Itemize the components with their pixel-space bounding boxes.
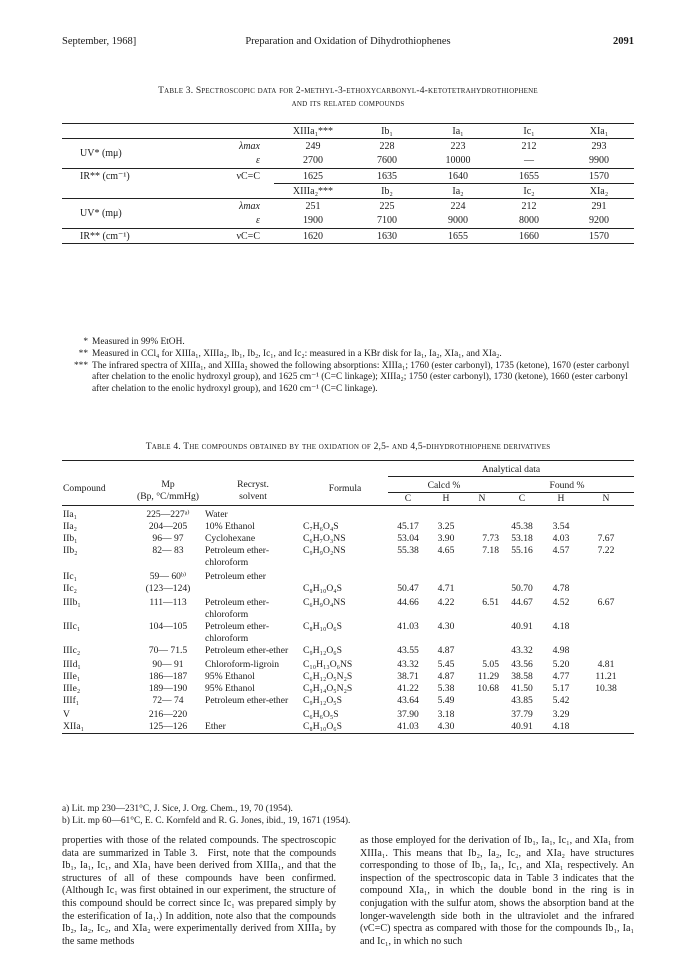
table4-cell-fN: 10.38 [595, 682, 617, 694]
table4-cell-cN [464, 521, 500, 533]
table4-row [62, 533, 634, 545]
table3-cell: 293 [591, 140, 607, 152]
table4-cell-fH: 4.77 [552, 670, 570, 682]
table3-cell: 9900 [589, 155, 609, 167]
running-head [62, 36, 634, 50]
table4-footnote: a) Lit. mp 230—231°C, J. Sice, J. Org. Chem., 19, 70 (1954). [62, 804, 293, 814]
table3-cell: 1635 [377, 170, 397, 182]
table3-ir-label: IR** (cm⁻¹) [80, 170, 130, 182]
table4-row [62, 683, 634, 695]
table4-cell-compound: V [63, 708, 70, 720]
table3-epsilon-label: ε [256, 155, 260, 167]
table3-caption-line1: Table 3. Spectroscopic data for 2-methyl-3-ethoxycarbonyl-4-ketotetrahydrothiophene [158, 86, 538, 96]
table3-ir-label: IR** (cm⁻¹) [80, 230, 130, 242]
table4-cell-cC: 38.71 [397, 670, 419, 682]
table3-lambda-label: λmax [239, 200, 260, 212]
table4-cell-fH [544, 509, 578, 521]
table4-cell-cN [464, 707, 500, 721]
table4-cell-formula: C₉H₁₄O₅N₂S [303, 682, 353, 694]
table4-cell-mp: 70— 71.5 [148, 644, 188, 656]
table4-cell-solvent [204, 583, 302, 595]
table4-cell-cH [428, 509, 464, 521]
table4-cell-cN [464, 583, 500, 595]
table3 [62, 123, 634, 244]
table4-cell-fC: 40.91 [511, 720, 533, 732]
table3-footnote [62, 337, 634, 349]
table4-cell-solvent: 95% Ethanol [205, 670, 255, 682]
table4-cell-cH: 3.25 [437, 520, 455, 532]
table4-cell-fN [578, 521, 634, 533]
table4-cell-mp: 225—227ᵃ⁾ [146, 508, 190, 520]
footnote-text: Measured in CCl₄ for XIIIa₁, XIIIa₂, Ib₁, Ib₂, Ic₁, and Ic₂: measured in a KBr disk for Ia₁, Ia₂, XIa₁, and XIa₂. [92, 348, 502, 359]
table4-row [62, 645, 634, 657]
table4-cell-fN [578, 509, 634, 521]
table4-cell-fH: 5.17 [552, 682, 570, 694]
table4-cell-mp: 111—113 [149, 596, 187, 608]
table4-cell-fN [578, 583, 634, 595]
table4-cell-solvent: Cyclohexane [205, 532, 256, 544]
table4-cell-compound: IIa₂ [63, 520, 77, 532]
table4-cell-cH: 4.71 [437, 582, 455, 594]
table4-cell-formula: C₉H₁₂O₆S [303, 644, 342, 656]
table4-cell-solvent [204, 707, 302, 721]
table4-cell-cH: 4.30 [437, 720, 455, 732]
table3-cell: 228 [379, 140, 395, 152]
table4-footnote: b) Lit. mp 60—61°C, E. C. Kornfeld and R. G. Jones, ibid., 19, 1671 (1954). [62, 816, 351, 826]
table4-cell-fN: 11.21 [595, 670, 617, 682]
table4-cell-formula [302, 509, 388, 521]
header-date: September, 1968] [62, 36, 137, 47]
footnote-text: The infrared spectra of XIIIa₁, and XIIIa₂ showed the following absorptions: XIIIa₁; 1760 (ester carbonyl), 1735 (ketone), 1670 (ester carbonyl after chelation to the enolic hydroxyl group), and 1625 cm⁻¹ (C=C linkage); XIIIa₂; 1750 (ester carbonyl), 1730 (ketone), 1660 (ester carbonyl after chelation to the enolic hydroxyl group), and 1620 cm⁻¹ (C=C linkage). [92, 360, 630, 395]
table3-col-header: XIa₁ [564, 124, 634, 139]
table4-cell-solvent: Water [205, 508, 228, 520]
table4-cell-cH: 5.38 [437, 682, 455, 694]
table3-cell: 1630 [377, 230, 397, 242]
table4-cell-mp: 59— 60ᵇ⁾ [149, 570, 187, 582]
table4-solvent-header [204, 477, 302, 506]
table4-cell-formula: C₈H₁₀O₆S [303, 720, 342, 732]
table4-cell-fC: 43.85 [511, 694, 533, 706]
table3-col-header: Ib₂ [352, 184, 422, 199]
table4-formula-header: Formula [328, 482, 362, 494]
table4-cell-compound: IIIf₁ [63, 694, 80, 706]
table4-row [62, 545, 634, 569]
table3-header-row-2 [62, 184, 634, 199]
table4-cell-cN: 7.73 [482, 532, 499, 544]
table4-cell-compound: IIIe₂ [63, 682, 81, 694]
table4-row [62, 671, 634, 683]
table3-row-lambda [62, 139, 634, 154]
table4-footnotes [62, 803, 634, 827]
table3-caption-line2: and its related compounds [291, 99, 405, 109]
table4-cell-cH: 5.49 [437, 694, 455, 706]
table4-cell-solvent: Chloroform-ligroin [205, 658, 280, 670]
table4-cell-fH [544, 569, 578, 583]
table4-cell-solvent: Petroleum ether-chloroform [205, 620, 270, 644]
table3-uv-label: UV* (mμ) [80, 148, 122, 159]
table4-cell-cH: 3.90 [437, 532, 455, 544]
table4-cell-cC: 37.90 [397, 708, 419, 720]
table4-cell-solvent: 10% Ethanol [205, 520, 255, 532]
table4-found-header: Found % [549, 480, 585, 491]
table3-col-header: Ic₂ [494, 184, 564, 199]
table4-cell-mp: 204—205 [148, 520, 188, 532]
table4-analytical-header: Analytical data [388, 461, 634, 477]
table4-cell-formula [302, 569, 388, 583]
table3-caption [62, 85, 634, 111]
table4-calcd-header: Calcd % [427, 480, 461, 491]
table4-recryst-label: Recryst. [237, 478, 269, 490]
table4-cell-mp: 96— 97 [152, 532, 184, 544]
table4-cell-cN: 7.18 [482, 544, 499, 556]
table3-col-header: XIIIa₁*** [274, 124, 352, 139]
table3-cell: 9000 [448, 215, 468, 227]
table4-cell-fC: 44.67 [511, 596, 533, 608]
table4-cell-formula: C₆H₇O₃NS [303, 532, 346, 544]
table4-cell-cH: 4.30 [437, 620, 455, 632]
page-number: 2091 [613, 36, 634, 47]
table4-cell-cC: 41.03 [397, 720, 419, 732]
table4-cell-cH: 4.87 [437, 644, 455, 656]
table4-cell-cN [464, 509, 500, 521]
table4-cell-fC: 55.16 [511, 544, 533, 556]
table4-cell-cN [464, 645, 500, 657]
table4-cell-solvent: Ether [205, 720, 226, 732]
table4-cell-compound: IIIb₁ [63, 596, 81, 608]
table4-header-mid [62, 477, 634, 493]
table4-cell-fC: 53.18 [511, 532, 533, 544]
table4-cell-cH: 3.18 [437, 708, 455, 720]
table3-cell: 212 [521, 200, 537, 212]
table4-header-top [62, 461, 634, 477]
table4-cell-fH: 5.20 [552, 658, 570, 670]
table4-cell-solvent: Petroleum ether-ether [205, 694, 289, 706]
table4-cell-cH: 4.87 [437, 670, 455, 682]
table4-cell-solvent: Petroleum ether-chloroform [205, 544, 270, 568]
table4-row [62, 621, 634, 645]
table4-cell-compound: IIIc₁ [63, 620, 81, 632]
table4-cell-formula: C₈H₁₀O₆S [303, 620, 342, 632]
table4-caption: Table 4. The compounds obtained by the oxidation of 2,5- and 4,5-dihydrothiophene derivatives [145, 442, 551, 452]
table3-cell: 10000 [445, 155, 471, 167]
table3-col-header: Ic₁ [494, 124, 564, 139]
table4-cell-fH: 4.57 [552, 544, 570, 556]
table3-epsilon-label: ε [256, 215, 260, 227]
table4-cell-compound: IIIe₁ [63, 670, 81, 682]
table4-cell-cC: 43.55 [397, 644, 419, 656]
table3-cell: 251 [305, 200, 321, 212]
table4-cell-cN [464, 621, 500, 645]
table4-row [62, 721, 634, 734]
table4-cell-mp: 104—105 [148, 620, 188, 632]
table4-cell-mp: 82— 83 [152, 544, 184, 556]
table4-cell-fH: 4.52 [552, 596, 570, 608]
table4-cell-fC: 45.38 [511, 520, 533, 532]
table4-cell-mp: (123—124) [145, 582, 191, 594]
table4 [62, 460, 634, 734]
table4-cell-solvent: Petroleum ether-chloroform [205, 596, 270, 620]
table4-cell-cC: 55.38 [397, 544, 419, 556]
table4-cell-fC [500, 569, 544, 583]
table4-cell-fH: 4.18 [552, 720, 570, 732]
table4-row [62, 509, 634, 521]
table4-row [62, 521, 634, 533]
table4-cell-cN: 11.29 [477, 670, 499, 682]
table4-cell-fC: 40.91 [511, 620, 533, 632]
table3-col-header: Ia₂ [422, 184, 494, 199]
body-column-right: as those employed for the derivation of Ib₁, Ia₁, Ic₁, and XIa₁ from XIIIa₁. This means that Ib₂, Ia₂, Ic₂, and XIa₂ have structures corresponding to those of Ib₁, Ia₁, Ic₁, and XIa₁ respectively. An inspection of the spectroscopic data in Table 3 indicates that the compound XIa₁, in which the double bond in the ring is in conjugation with the sulfur atom, shows the absorption band at the longer-wavelength side both in the ultraviolet and the infrared (νC=C) spectra as compared with those for the compounds Ib₁, Ia₁ and Ic₁, in which no such [360, 835, 634, 947]
table3-row-ir [62, 229, 634, 244]
table4-cell-solvent: Petroleum ether [205, 570, 267, 582]
table4-cell-fH: 3.29 [552, 708, 570, 720]
table3-nu-label: νC=C [236, 170, 260, 182]
table4-cell-cH [428, 569, 464, 583]
table4-cell-fN [578, 707, 634, 721]
table4-compound-header: Compound [63, 482, 106, 494]
table4-col-N: N [578, 493, 634, 506]
table4-row [62, 695, 634, 707]
table4-cell-fN: 6.67 [597, 596, 615, 608]
table3-cell: 1900 [303, 215, 323, 227]
table4-row [62, 707, 634, 721]
table3-cell: 1620 [303, 230, 323, 242]
header-title: Preparation and Oxidation of Dihydrothiophenes [245, 36, 451, 47]
table3-row-ir [62, 169, 634, 184]
table3-cell: 223 [450, 140, 466, 152]
table4-cell-compound: IIc₂ [63, 582, 77, 594]
table4-cell-compound: IIId₁ [63, 658, 81, 670]
table4-cell-cC [388, 569, 428, 583]
table4-cell-fC: 38.58 [511, 670, 533, 682]
table4-cell-fC [500, 509, 544, 521]
table3-cell: 7100 [377, 215, 397, 227]
table4-cell-compound: XIIa₁ [63, 720, 84, 732]
table4-col-C: C [388, 493, 428, 506]
table3-cell: 1570 [589, 170, 609, 182]
table4-cell-cN [464, 695, 500, 707]
table4-cell-cH: 4.65 [437, 544, 455, 556]
table4-cell-cC: 41.03 [397, 620, 419, 632]
table3-cell: 225 [379, 200, 395, 212]
table4-cell-cN: 5.05 [482, 658, 499, 670]
table3-cell: 8000 [519, 215, 539, 227]
table4-row [62, 583, 634, 595]
table4-cell-compound: IIb₂ [63, 544, 78, 556]
table4-cell-solvent: 95% Ethanol [205, 682, 255, 694]
table4-cell-solvent: Petroleum ether-ether [205, 644, 289, 656]
table3-lambda-label: λmax [239, 140, 260, 152]
table4-cell-compound: IIc₁ [63, 570, 77, 582]
table4-cell-mp: 186—187 [148, 670, 188, 682]
table3-cell: 1655 [519, 170, 539, 182]
table4-cell-fH: 4.98 [552, 644, 570, 656]
table3-col-header: Ib₁ [352, 124, 422, 139]
table4-body [62, 509, 634, 734]
table4-cell-fH: 3.54 [552, 520, 570, 532]
footnote-mark: ** [78, 348, 88, 359]
table4-cell-formula: C₆H₉O₄NS [303, 596, 346, 608]
table4-cell-compound: IIb₁ [63, 532, 78, 544]
table4-cell-fN [578, 645, 634, 657]
table4-cell-fN: 7.67 [597, 532, 615, 544]
table3-cell: 1660 [519, 230, 539, 242]
table4-bp-label: (Bp, °C/mmHg) [137, 490, 199, 502]
table3-cell: 249 [305, 140, 321, 152]
table3-cell: 1655 [448, 230, 468, 242]
table4-cell-cN: 6.51 [482, 596, 499, 608]
table3-col-header: XIa₂ [564, 184, 634, 199]
table4-cell-compound: IIa₁ [63, 508, 77, 520]
table3-cell: — [524, 155, 534, 167]
table3-cell: 1625 [303, 170, 323, 182]
table4-cell-cN [464, 721, 500, 734]
table4-row [62, 569, 634, 583]
table4-cell-formula: C₈H₁₀O₄S [303, 582, 342, 594]
table3-col-header: XIIIa₂*** [274, 184, 352, 199]
table4-cell-cH: 4.22 [437, 596, 455, 608]
table4-cell-fH: 5.42 [552, 694, 570, 706]
table4-cell-mp: 125—126 [148, 720, 188, 732]
table4-cell-mp: 72— 74 [152, 694, 184, 706]
table4-cell-fC: 43.32 [511, 644, 533, 656]
table3-nu-label: νC=C [236, 230, 260, 242]
table4-cell-fC: 37.79 [511, 708, 533, 720]
table4-cell-cN [464, 569, 500, 583]
table4-cell-formula: C₁₀H₁₃O₆NS [303, 658, 353, 670]
table4-cell-cC: 41.22 [397, 682, 419, 694]
table4-col-H: H [544, 493, 578, 506]
table4-solvent-label: solvent [239, 490, 267, 502]
table3-uv-label: UV* (mμ) [80, 208, 122, 219]
table4-cell-fN: 4.81 [597, 658, 615, 670]
table3-footnote [62, 361, 634, 396]
table3-row-lambda [62, 199, 634, 214]
table4-cell-cC [388, 509, 428, 521]
table4-cell-fN [578, 721, 634, 734]
table4-cell-cC: 53.04 [397, 532, 419, 544]
table3-cell: 212 [521, 140, 537, 152]
table4-cell-cC: 50.47 [397, 582, 419, 594]
table3-cell: 224 [450, 200, 466, 212]
table4-cell-cC: 43.32 [397, 658, 419, 670]
table3-cell: 1640 [448, 170, 468, 182]
table4-cell-compound: IIIc₂ [63, 644, 81, 656]
table4-mp-header [132, 477, 204, 506]
table4-cell-formula: C₆H₆O₅S [303, 708, 339, 720]
table4-cell-mp: 216—220 [148, 708, 188, 720]
table4-mp-label: Mp [161, 478, 175, 490]
table4-cell-fC: 41.50 [511, 682, 533, 694]
table4-cell-fC: 50.70 [511, 582, 533, 594]
table4-cell-mp: 189—190 [148, 682, 188, 694]
table4-cell-fN [578, 569, 634, 583]
table3-cell: 291 [591, 200, 607, 212]
table4-cell-fC: 43.56 [511, 658, 533, 670]
table4-cell-fN [578, 695, 634, 707]
table4-cell-formula: C₆H₁₂O₅N₂S [303, 670, 353, 682]
table4-row [62, 657, 634, 671]
table4-cell-cC: 45.17 [397, 520, 419, 532]
table4-cell-fH: 4.18 [552, 620, 570, 632]
table3-col-header: Ia₁ [422, 124, 494, 139]
table4-col-H: H [428, 493, 464, 506]
table3-cell: 2700 [303, 155, 323, 167]
table4-cell-formula: C₉H₉O₂NS [303, 544, 346, 556]
table3-cell: 9200 [589, 215, 609, 227]
table4-col-N: N [464, 493, 500, 506]
table4-cell-fH: 4.03 [552, 532, 570, 544]
table3-cell: 7600 [377, 155, 397, 167]
table4-col-C: C [500, 493, 544, 506]
table4-cell-cH: 5.45 [437, 658, 455, 670]
footnote-text: Measured in 99% EtOH. [92, 337, 185, 347]
table4-row [62, 595, 634, 621]
footnote-mark: * [83, 337, 88, 347]
table4-cell-cN: 10.68 [477, 682, 499, 694]
table4-cell-cC: 44.66 [397, 596, 419, 608]
table4-cell-formula: C₇H₆O₄S [303, 520, 339, 532]
table4-cell-fN [578, 621, 634, 645]
table4-cell-fH: 4.78 [552, 582, 570, 594]
body-column-left: properties with those of the related compounds. The spectroscopic data are summarized in Table 3. First, note that the compounds Ib₁, Ia₁, Ic₁, and XIa₁ have been derived from XIIIa₁, and that the structures of all of these compounds have been confirmed. (Although Ic₁ was first obtained in our experiment, the structure of this compound should be correct since Ic₁ was prepared simply by the esterification of Ia₁.) In addition, note also that the compounds Ib₂, Ia₂, Ic₂, and XIa₂ were experimentally derived from XIIIa₂ by the same methods [62, 835, 336, 947]
table3-header-row-1 [62, 124, 634, 139]
footnote-mark: *** [73, 360, 88, 371]
table4-cell-fN: 7.22 [597, 544, 615, 556]
table4-cell-cC: 43.64 [397, 694, 419, 706]
table3-footnotes [62, 337, 634, 396]
table4-cell-formula: C₉H₁₂O₅S [303, 694, 342, 706]
table3-footnote [62, 349, 634, 361]
table4-cell-mp: 90— 91 [152, 658, 184, 670]
table3-cell: 1570 [589, 230, 609, 242]
